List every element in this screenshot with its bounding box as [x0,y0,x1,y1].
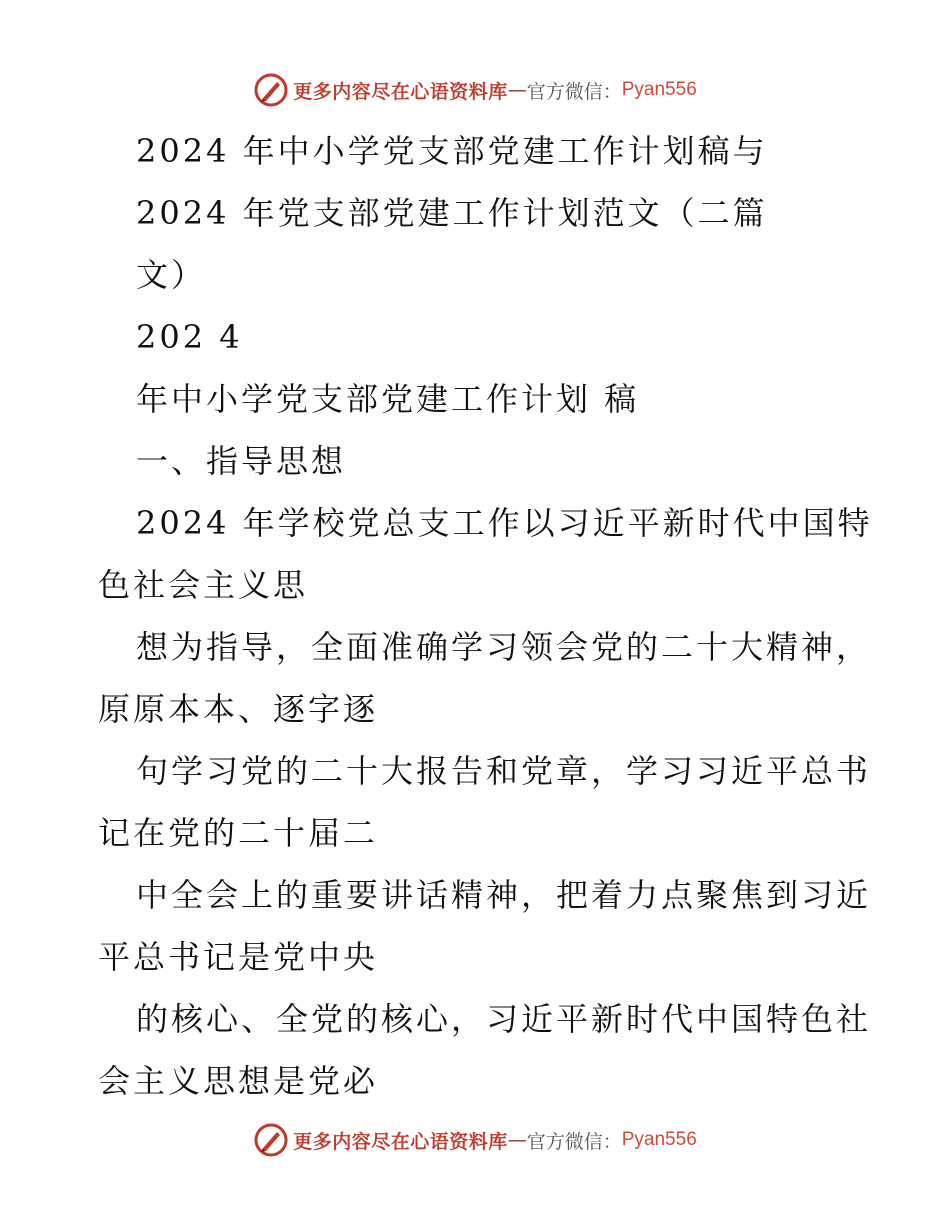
paragraph-line: 会主义思想是党必 [98,1062,379,1100]
pen-logo-icon [253,72,289,108]
pen-logo-icon [253,1122,289,1158]
paragraph-line: 的核心、全党的核心，习近平新时代中国特色社 [136,1000,872,1038]
subtitle-heading: 年中小学党支部党建工作计划 稿 [136,380,640,418]
title-line-1: 2024 年中小学党支部党建工作计划稿与 [136,132,768,170]
paragraph-line: 2024 年学校党总支工作以习近平新时代中国特 [136,504,873,542]
watermark-separator: — [507,1129,527,1151]
watermark-wechat-label: 官方微信： [526,1130,622,1153]
watermark-site-text: 更多内容尽在心语资料库 [293,80,508,103]
watermark-separator: — [507,79,527,101]
title-line-2: 2024 年党支部党建工作计划范文（二篇 [136,194,768,232]
paragraph-line: 色社会主义思 [98,566,309,604]
document-body [98,120,873,1112]
paragraph-line: 句学习党的二十大报告和党章，学习习近平总书 [136,752,872,790]
paragraph-line: 中全会上的重要讲话精神，把着力点聚焦到习近 [136,876,872,914]
watermark-wechat-id: Pyan556 [621,79,697,100]
paragraph-line: 平总书记是党中央 [98,938,379,976]
paragraph-line: 记在党的二十届二 [98,814,379,852]
watermark-site-text: 更多内容尽在心语资料库 [293,1130,508,1153]
title-line-3: 文） [136,256,207,294]
watermark-banner-bottom [0,1120,950,1160]
paragraph-line: 想为指导，全面准确学习领会党的二十大精神， [136,628,872,666]
watermark-wechat-label: 官方微信： [526,80,622,103]
watermark-wechat-id: Pyan556 [621,1129,697,1150]
paragraph-line: 原原本本、逐字逐 [98,690,379,728]
watermark-banner-top [0,70,950,110]
subtitle-year: 202 4 [136,318,243,356]
section-heading-guiding-ideology: 一、指导思想 [136,442,347,480]
